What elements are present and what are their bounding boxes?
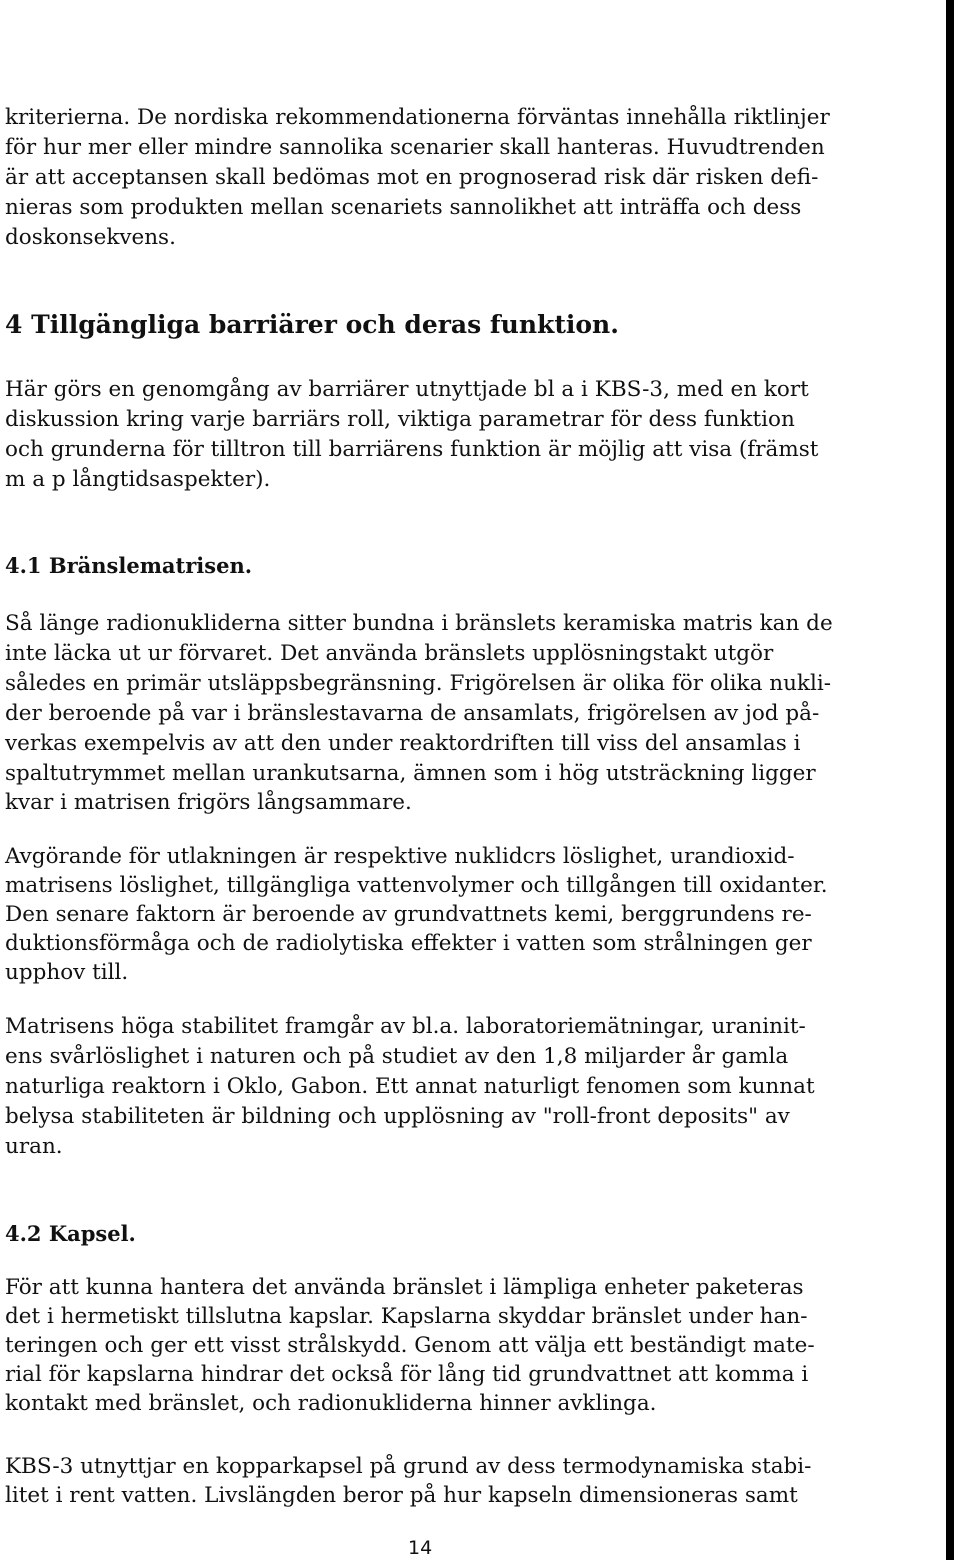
section-4-1-p1-line-2: inte läcka ut ur förvaret. Det använda bränslets upplösningstakt utgör (5, 641, 774, 666)
section-4-1-p3-line-3: naturliga reaktorn i Oklo, Gabon. Ett annat naturligt fenomen som kunnat (5, 1074, 815, 1099)
scan-edge-bar (946, 0, 954, 1560)
section-4-1-p1-line-6: spaltutrymmet mellan urankutsarna, ämnen som i hög utsträckning ligger (5, 761, 816, 786)
section-4-1-p3-line-1: Matrisens höga stabilitet framgår av bl.a. laboratoriemätningar, uraninit- (5, 1014, 806, 1039)
section-4-2-heading: 4.2 Kapsel. (5, 1221, 136, 1246)
section-4-2-p1-line-2: det i hermetiskt tillslutna kapslar. Kapslarna skyddar bränslet under han- (5, 1304, 808, 1329)
intro-line-4: nieras som produkten mellan scenariets sannolikhet att inträffa och dess (5, 195, 802, 220)
intro-line-1: kriterierna. De nordiska rekommendationerna förväntas innehålla riktlinjer (5, 105, 830, 130)
section-4-1-heading: 4.1 Bränslematrisen. (5, 553, 253, 578)
section-4-1-p1-line-7: kvar i matrisen frigörs långsammare. (5, 790, 412, 815)
section-4-heading: 4 Tillgängliga barriärer och deras funktion. (5, 310, 619, 339)
section-4-1-p3-line-5: uran. (5, 1134, 63, 1159)
section-4-1-p2-line-3: Den senare faktorn är beroende av grundvattnets kemi, berggrundens re- (5, 902, 812, 927)
intro-line-5: doskonsekvens. (5, 225, 176, 250)
intro-line-3: är att acceptansen skall bedömas mot en prognoserad risk där risken defi- (5, 165, 819, 190)
section-4-line-4: m a p långtidsaspekter). (5, 467, 271, 492)
section-4-1-p3-line-2: ens svårlöslighet i naturen och på studiet av den 1,8 miljarder år gamla (5, 1044, 789, 1069)
section-4-1-p1-line-4: der beroende på var i bränslestavarna de ansamlats, frigörelsen av jod på- (5, 701, 820, 726)
intro-line-2: för hur mer eller mindre sannolika scenarier skall hanteras. Huvudtrenden (5, 135, 825, 160)
section-4-1-p2-line-1: Avgörande för utlakningen är respektive nuklidcrs löslighet, urandioxid- (5, 844, 795, 869)
section-4-line-1: Här görs en genomgång av barriärer utnyttjade bl a i KBS-3, med en kort (5, 377, 809, 402)
section-4-1-p1-line-5: verkas exempelvis av att den under reaktordriften till viss del ansamlas i (5, 731, 801, 756)
section-4-2-p1-line-1: För att kunna hantera det använda bränslet i lämpliga enheter paketeras (5, 1275, 804, 1300)
section-4-1-p1-line-1: Så länge radionukliderna sitter bundna i bränslets keramiska matris kan de (5, 611, 833, 636)
section-4-2-p1-line-3: teringen och ger ett visst strålskydd. Genom att välja ett beständigt mate- (5, 1333, 815, 1358)
section-4-2-p1-line-4: rial för kapslarna hindrar det också för lång tid grundvattnet att komma i (5, 1362, 809, 1387)
section-4-2-p2-line-2: litet i rent vatten. Livslängden beror på hur kapseln dimensioneras samt (5, 1483, 798, 1508)
section-4-1-p2-line-2: matrisens löslighet, tillgängliga vattenvolymer och tillgången till oxidanter. (5, 873, 828, 898)
section-4-1-p3-line-4: belysa stabiliteten är bildning och upplösning av "roll-front deposits" av (5, 1104, 790, 1129)
section-4-2-p2-line-1: KBS-3 utnyttjar en kopparkapsel på grund av dess termodynamiska stabi- (5, 1454, 812, 1479)
section-4-line-2: diskussion kring varje barriärs roll, viktiga parametrar för dess funktion (5, 407, 795, 432)
section-4-2-p1-line-5: kontakt med bränslet, och radionukliderna hinner avklinga. (5, 1391, 657, 1416)
section-4-1-p2-line-4: duktionsförmåga och de radiolytiska effekter i vatten som strålningen ger (5, 931, 812, 956)
section-4-1-p2-line-5: upphov till. (5, 960, 129, 985)
section-4-line-3: och grunderna för tilltron till barriärens funktion är möjlig att visa (främst (5, 437, 819, 462)
section-4-1-p1-line-3: således en primär utsläppsbegränsning. Frigörelsen är olika för olika nukli- (5, 671, 831, 696)
page-number: 14 (408, 1537, 433, 1559)
